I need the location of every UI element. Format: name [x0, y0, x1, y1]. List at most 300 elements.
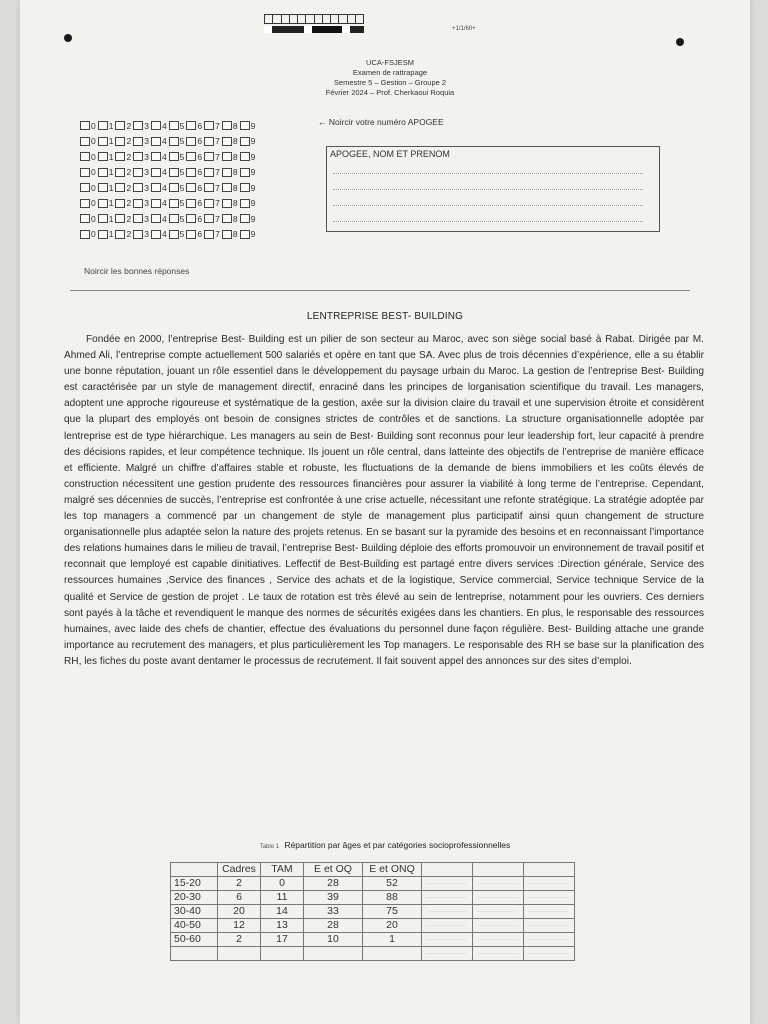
checkbox-icon[interactable] [204, 214, 214, 223]
checkbox-icon[interactable] [98, 214, 108, 223]
divider [70, 290, 690, 291]
blank-fill-cell: ............... [524, 919, 575, 933]
apogee-bubble[interactable] [115, 229, 131, 239]
apogee-bubble[interactable] [133, 152, 149, 162]
header-line: Examen de rattrapage [352, 68, 428, 77]
apogee-bubble[interactable] [240, 198, 256, 208]
checkbox-icon[interactable] [240, 152, 250, 161]
apogee-bubble[interactable] [222, 152, 238, 162]
checkbox-icon[interactable] [240, 199, 250, 208]
checkbox-icon[interactable] [133, 183, 143, 192]
blank-fill-cell: ............... [422, 919, 473, 933]
apogee-bubble[interactable] [115, 167, 131, 177]
checkbox-icon[interactable] [204, 183, 214, 192]
blank-fill-cell: ............... [524, 877, 575, 891]
checkbox-icon[interactable] [169, 152, 179, 161]
apogee-digit-label: 3 [144, 120, 149, 131]
checkbox-icon[interactable] [222, 168, 232, 177]
dotted-line [333, 173, 643, 174]
value-cell [218, 947, 261, 961]
checkbox-icon[interactable] [115, 199, 125, 208]
apogee-digit-label: 5 [179, 167, 185, 178]
apogee-bubble[interactable] [80, 121, 96, 131]
apogee-bubble[interactable] [169, 167, 185, 177]
apogee-bubble[interactable] [186, 183, 202, 193]
checkbox-icon[interactable] [169, 121, 179, 130]
apogee-bubble[interactable] [133, 229, 149, 239]
blank-fill-cell: ............... [473, 891, 524, 905]
apogee-digit-label: 3 [144, 182, 149, 193]
apogee-bubble[interactable] [169, 229, 185, 239]
apogee-digit-label: 0 [91, 167, 96, 178]
apogee-bubble[interactable] [169, 183, 185, 193]
apogee-digit-label: 8 [232, 182, 238, 193]
apogee-digit-label: 4 [161, 136, 167, 147]
apogee-digit-label: 4 [161, 167, 167, 178]
checkbox-icon[interactable] [222, 183, 232, 192]
checkbox-icon[interactable] [186, 230, 196, 239]
apogee-digit-label: 8 [232, 213, 238, 224]
checkbox-icon[interactable] [98, 168, 108, 177]
checkbox-icon[interactable] [115, 168, 125, 177]
table-row [171, 947, 575, 961]
apogee-bubble[interactable] [204, 214, 220, 224]
apogee-digit-label: 3 [144, 136, 149, 147]
apogee-row [80, 165, 257, 181]
apogee-digit-label: 7 [215, 120, 220, 131]
apogee-digit-label: 1 [108, 213, 114, 224]
apogee-row [80, 211, 257, 227]
apogee-digit-label: 6 [197, 136, 203, 147]
apogee-digit-label: 8 [232, 120, 238, 131]
apogee-digit-label: 8 [232, 151, 238, 162]
value-cell: 52 [363, 877, 422, 891]
checkbox-icon[interactable] [240, 168, 250, 177]
value-cell: 2 [218, 877, 261, 891]
apogee-bubble[interactable] [186, 167, 202, 177]
apogee-bubble[interactable] [98, 167, 114, 177]
apogee-bubble[interactable] [240, 152, 256, 162]
checkbox-icon[interactable] [151, 121, 161, 130]
value-cell: 88 [363, 891, 422, 905]
checkbox-icon[interactable] [222, 199, 232, 208]
apogee-digit-label: 7 [215, 136, 220, 147]
apogee-bubble[interactable] [222, 183, 238, 193]
dotted-line [333, 221, 643, 222]
checkbox-icon[interactable] [204, 137, 214, 146]
checkbox-icon[interactable] [204, 152, 214, 161]
apogee-digit-label: 5 [179, 182, 185, 193]
apogee-bubble[interactable] [169, 214, 185, 224]
apogee-digit-label: 7 [215, 182, 220, 193]
checkbox-icon[interactable] [151, 152, 161, 161]
apogee-bubble[interactable] [98, 152, 114, 162]
checkbox-icon[interactable] [133, 230, 143, 239]
value-cell: 39 [304, 891, 363, 905]
checkbox-icon[interactable] [186, 183, 196, 192]
value-cell: 17 [261, 933, 304, 947]
value-cell: 28 [304, 919, 363, 933]
value-cell [363, 947, 422, 961]
checkbox-icon[interactable] [151, 183, 161, 192]
apogee-digit-label: 9 [250, 167, 256, 178]
checkbox-icon[interactable] [222, 137, 232, 146]
apogee-bubble[interactable] [240, 167, 256, 177]
apogee-digit-label: 0 [91, 120, 96, 131]
apogee-bubble[interactable] [115, 136, 131, 146]
blank-fill-cell: ............... [473, 877, 524, 891]
dotted-line [333, 189, 643, 190]
apogee-bubble[interactable] [133, 214, 149, 224]
table-row [171, 877, 575, 891]
apogee-bubble[interactable] [151, 229, 167, 239]
checkbox-icon[interactable] [169, 168, 179, 177]
apogee-bubble[interactable] [240, 183, 256, 193]
apogee-row [80, 118, 257, 134]
blank-fill-cell: ............... [524, 933, 575, 947]
apogee-digit-label: 2 [126, 120, 132, 131]
value-cell: 6 [218, 891, 261, 905]
sheet-code: +1/1/60+ [452, 26, 476, 32]
value-cell [304, 947, 363, 961]
apogee-row [80, 180, 257, 196]
apogee-digit-label: 1 [108, 198, 114, 209]
checkbox-icon[interactable] [80, 137, 90, 146]
apogee-digit-label: 3 [144, 213, 149, 224]
checkbox-icon[interactable] [151, 137, 161, 146]
checkbox-icon[interactable] [115, 121, 125, 130]
apogee-bubble[interactable] [204, 183, 220, 193]
apogee-bubble[interactable] [222, 121, 238, 131]
apogee-bubble[interactable] [222, 229, 238, 239]
apogee-bubble[interactable] [222, 167, 238, 177]
name-box[interactable] [326, 146, 660, 232]
apogee-bubble[interactable] [204, 152, 220, 162]
apogee-digit-label: 6 [197, 167, 203, 178]
value-cell: 20 [218, 905, 261, 919]
apogee-bubble[interactable] [186, 229, 202, 239]
checkbox-icon[interactable] [115, 214, 125, 223]
apogee-bubble[interactable] [151, 198, 167, 208]
apogee-digit-label: 4 [161, 120, 167, 131]
blank-fill-cell: ............... [422, 905, 473, 919]
apogee-bubble[interactable] [98, 198, 114, 208]
checkbox-icon[interactable] [133, 137, 143, 146]
apogee-digit-label: 9 [250, 198, 256, 209]
apogee-digit-label: 1 [108, 182, 114, 193]
table-caption-text: Répartition par âges et par catégories socioprofessionnelles [284, 840, 511, 850]
table-row [171, 891, 575, 905]
checkbox-icon[interactable] [80, 183, 90, 192]
dotted-line [333, 205, 643, 206]
apogee-bubble[interactable] [98, 183, 114, 193]
checkbox-icon[interactable] [169, 183, 179, 192]
checkbox-icon[interactable] [186, 137, 196, 146]
checkbox-icon[interactable] [98, 230, 108, 239]
apogee-digit-label: 1 [108, 120, 114, 131]
apogee-bubble[interactable] [115, 121, 131, 131]
apogee-bubble[interactable] [133, 136, 149, 146]
apogee-bubble[interactable] [115, 152, 131, 162]
apogee-digit-label: 5 [179, 229, 185, 240]
apogee-digit-label: 3 [144, 229, 149, 240]
apogee-bubble[interactable] [151, 121, 167, 131]
table-row [171, 905, 575, 919]
value-cell: 11 [261, 891, 304, 905]
checkbox-icon[interactable] [98, 137, 108, 146]
blank-fill-cell: ............... [473, 905, 524, 919]
apogee-bubble[interactable] [80, 136, 96, 146]
checkbox-icon[interactable] [115, 152, 125, 161]
apogee-digit-label: 6 [197, 229, 203, 240]
checkbox-icon[interactable] [222, 230, 232, 239]
apogee-bubble[interactable] [115, 214, 131, 224]
apogee-bubble[interactable] [186, 214, 202, 224]
checkbox-icon[interactable] [186, 168, 196, 177]
apogee-bubble[interactable] [115, 198, 131, 208]
exam-header [240, 58, 540, 98]
apogee-bubble[interactable] [169, 136, 185, 146]
apogee-bubble[interactable] [204, 121, 220, 131]
value-cell: 2 [218, 933, 261, 947]
apogee-bubble[interactable] [222, 214, 238, 224]
apogee-digit-label: 5 [179, 136, 185, 147]
punch-hole-right [676, 38, 684, 46]
apogee-bubble[interactable] [169, 121, 185, 131]
apogee-digit-label: 8 [232, 167, 238, 178]
apogee-row [80, 227, 257, 243]
apogee-bubble[interactable] [186, 136, 202, 146]
exam-sheet [20, 0, 750, 1024]
apogee-bubble[interactable] [80, 198, 96, 208]
apogee-bubble-grid [80, 118, 257, 242]
apogee-bubble[interactable] [98, 121, 114, 131]
checkbox-icon[interactable] [98, 183, 108, 192]
value-cell: 0 [261, 877, 304, 891]
checkbox-icon[interactable] [240, 121, 250, 130]
checkbox-icon[interactable] [222, 121, 232, 130]
checkbox-icon[interactable] [80, 152, 90, 161]
apogee-digit-label: 3 [144, 198, 149, 209]
age-range-cell: 40-50 [171, 919, 218, 933]
value-cell: 75 [363, 905, 422, 919]
apogee-row [80, 134, 257, 150]
apogee-digit-label: 8 [232, 136, 238, 147]
header-line: UCA-FSJESM [366, 58, 414, 67]
checkbox-icon[interactable] [169, 214, 179, 223]
checkbox-icon[interactable] [186, 121, 196, 130]
checkbox-icon[interactable] [169, 230, 179, 239]
value-cell: 20 [363, 919, 422, 933]
apogee-digit-label: 4 [161, 213, 167, 224]
checkbox-icon[interactable] [80, 121, 90, 130]
table-row [171, 933, 575, 947]
checkbox-icon[interactable] [186, 152, 196, 161]
checkbox-icon[interactable] [133, 152, 143, 161]
value-cell: 14 [261, 905, 304, 919]
apogee-digit-label: 4 [161, 229, 167, 240]
apogee-bubble[interactable] [133, 198, 149, 208]
apogee-digit-label: 2 [126, 182, 132, 193]
checkbox-icon[interactable] [133, 214, 143, 223]
apogee-bubble[interactable] [80, 167, 96, 177]
apogee-digit-label: 5 [179, 198, 185, 209]
apogee-digit-label: 4 [161, 182, 167, 193]
apogee-bubble[interactable] [169, 152, 185, 162]
apogee-digit-label: 0 [91, 198, 96, 209]
apogee-bubble[interactable] [222, 198, 238, 208]
apogee-digit-label: 2 [126, 229, 132, 240]
apogee-bubble[interactable] [151, 214, 167, 224]
checkbox-icon[interactable] [80, 214, 90, 223]
apogee-bubble[interactable] [204, 229, 220, 239]
apogee-bubble[interactable] [186, 198, 202, 208]
apogee-digit-label: 6 [197, 120, 203, 131]
apogee-bubble[interactable] [98, 229, 114, 239]
apogee-digit-label: 9 [250, 136, 256, 147]
answer-instruction: Noircir les bonnes réponses [84, 266, 190, 276]
apogee-bubble[interactable] [240, 229, 256, 239]
checkbox-icon[interactable] [151, 168, 161, 177]
checkbox-icon[interactable] [151, 214, 161, 223]
checkbox-icon[interactable] [169, 137, 179, 146]
apogee-digit-label: 9 [250, 120, 256, 131]
apogee-bubble[interactable] [151, 136, 167, 146]
apogee-bubble[interactable] [133, 183, 149, 193]
checkbox-icon[interactable] [240, 183, 250, 192]
checkbox-icon[interactable] [98, 121, 108, 130]
blank-fill-cell: ............... [524, 905, 575, 919]
age-range-cell: 50-60 [171, 933, 218, 947]
apogee-digit-label: 6 [197, 198, 203, 209]
apogee-bubble[interactable] [186, 152, 202, 162]
apogee-bubble[interactable] [98, 214, 114, 224]
value-cell: 28 [304, 877, 363, 891]
apogee-bubble[interactable] [133, 121, 149, 131]
apogee-bubble[interactable] [240, 136, 256, 146]
checkbox-icon[interactable] [222, 214, 232, 223]
table-header-row [171, 863, 575, 877]
apogee-digit-label: 9 [250, 151, 256, 162]
checkbox-icon[interactable] [222, 152, 232, 161]
checkbox-icon[interactable] [80, 168, 90, 177]
checkbox-icon[interactable] [240, 230, 250, 239]
checkbox-icon[interactable] [98, 152, 108, 161]
checkbox-icon[interactable] [186, 214, 196, 223]
apogee-bubble[interactable] [151, 152, 167, 162]
apogee-digit-label: 0 [91, 151, 96, 162]
apogee-bubble[interactable] [169, 198, 185, 208]
apogee-bubble[interactable] [240, 121, 256, 131]
table-row [171, 919, 575, 933]
apogee-bubble[interactable] [80, 229, 96, 239]
checkbox-icon[interactable] [204, 168, 214, 177]
apogee-digit-label: 3 [144, 167, 149, 178]
checkbox-icon[interactable] [115, 230, 125, 239]
apogee-bubble[interactable] [204, 198, 220, 208]
apogee-bubble[interactable] [80, 152, 96, 162]
apogee-digit-label: 9 [250, 229, 256, 240]
checkbox-icon[interactable] [115, 183, 125, 192]
checkbox-icon[interactable] [80, 230, 90, 239]
value-cell: 33 [304, 905, 363, 919]
checkbox-icon[interactable] [151, 199, 161, 208]
apogee-digit-label: 1 [108, 151, 114, 162]
apogee-digit-label: 2 [126, 167, 132, 178]
apogee-bubble[interactable] [151, 167, 167, 177]
checkbox-icon[interactable] [240, 137, 250, 146]
apogee-bubble[interactable] [151, 183, 167, 193]
apogee-bubble[interactable] [186, 121, 202, 131]
apogee-bubble[interactable] [204, 167, 220, 177]
blank-fill-cell: ............... [422, 947, 473, 961]
apogee-bubble[interactable] [240, 214, 256, 224]
apogee-bubble[interactable] [80, 183, 96, 193]
checkbox-icon[interactable] [80, 199, 90, 208]
apogee-digit-label: 2 [126, 151, 132, 162]
barcode [264, 14, 364, 34]
apogee-bubble[interactable] [80, 214, 96, 224]
value-cell: 1 [363, 933, 422, 947]
apogee-digit-label: 0 [91, 182, 96, 193]
age-range-cell: 20-30 [171, 891, 218, 905]
apogee-digit-label: 5 [179, 213, 185, 224]
blank-fill-cell: ............... [422, 877, 473, 891]
apogee-bubble[interactable] [115, 183, 131, 193]
apogee-bubble[interactable] [222, 136, 238, 146]
age-range-cell [171, 947, 218, 961]
value-cell: 10 [304, 933, 363, 947]
age-range-cell: 30-40 [171, 905, 218, 919]
checkbox-icon[interactable] [169, 199, 179, 208]
blank-fill-cell: ............... [524, 947, 575, 961]
checkbox-icon[interactable] [240, 214, 250, 223]
apogee-digit-label: 6 [197, 151, 203, 162]
checkbox-icon[interactable] [133, 199, 143, 208]
blank-fill-cell: ............... [473, 933, 524, 947]
column-header: Cadres [218, 863, 261, 877]
case-title: LENTREPRISE BEST- BUILDING [306, 311, 464, 322]
header-line: Semestre 5 – Gestion – Groupe 2 [333, 78, 447, 87]
checkbox-icon[interactable] [115, 137, 125, 146]
apogee-digit-label: 4 [161, 198, 167, 209]
value-cell [261, 947, 304, 961]
punch-hole-left [64, 34, 72, 42]
checkbox-icon[interactable] [98, 199, 108, 208]
checkbox-icon[interactable] [151, 230, 161, 239]
checkbox-icon[interactable] [133, 168, 143, 177]
checkbox-icon[interactable] [186, 199, 196, 208]
apogee-row [80, 196, 257, 212]
apogee-bubble[interactable] [204, 136, 220, 146]
column-header [171, 863, 218, 877]
apogee-bubble[interactable] [98, 136, 114, 146]
checkbox-icon[interactable] [133, 121, 143, 130]
apogee-row [80, 149, 257, 165]
value-cell: 12 [218, 919, 261, 933]
age-category-table [170, 862, 575, 961]
apogee-bubble[interactable] [133, 167, 149, 177]
checkbox-icon[interactable] [204, 230, 214, 239]
apogee-digit-label: 0 [91, 213, 96, 224]
apogee-digit-label: 3 [144, 151, 149, 162]
case-body: Fondée en 2000, l’entreprise Best- Building est un pilier de son secteur au Maroc, avec son siège social basé à Rabat. Dirigée par M. Ahmed Ali, l’entreprise compte actuellement 500 salariés et opère en tant que SA. Avec plus de trois décennies d’expérience, elle a su établir une bonne réputation, jouant un rôle essentiel dans le développement du paysage urbain du Maroc. La gestion de l’entreprise Best- Building est caractérisée par un style de management directif, enraciné dans les principes de lorganisation scientifique du travail. Les managers, adoptent une approche rigoureuse et systématique de la gestion, axée sur la division claire du travail et une supervision étroite et considèrent que la plupart des employés ont besoin de consignes strictes de contrôles et de sanctions. La structure organisationnelle adoptée par lentreprise est de type hiérarchique. Les managers au sein de Best- Building sont reconnus pour leur leadership fort, leur capacité à prendre des décisions rapides, et leur compétence technique. Ils jouent un rôle central, dans latteinte des objectifs de l’entreprise de manière efficace et efficiente. Malgré un chiffre d’affaires stable et robuste, les fluctuations de la demande de biens immobiliers et les coûts élevés de construction nécessitent une gestion prudente des ressources financières pour assurer la viabilité à long terme de l’entreprise. Cependant, malgré ses décennies de succès, l’entreprise est confrontée à une crise actuelle, nécessitant une refonte stratégique. La stratégie adoptée par les top managers a commencé par un changement de style de management plus participatif ainsi quun changement de structure organisationnelle plus adaptée selon la nature des projets retenus. En se basant sur la pyramide des besoins et en reconnaissant l’importance des relations humaines dans le milieu de travail, l’entreprise Best- Building déploie des efforts promouvoir un environnement de travail positif et reconnait que lemployé est capable dinitiatives. Leffectif de Best-Building est partagé entre divers services :Direction générale, Service des ressources humaines ,Service des finances , Service des achats et de la logistique, Service commercial, Service technique Service de la qualité et Service de gestion de projet . Le taux de rotation est très élevé au sein de lentreprise, notamment pour les ouvriers. Ces derniers sont payés à la tâche et revendiquent le manque des normes de sécurités exigées dans les chantiers. En plus, le responsable des ressources humaines, avec laide des chefs de chantier, effectue des évaluations du personnel dune façon régulière. Best- Building attache une grande importance au recrutement des managers, et plus particulièrement les Top managers. Le responsable des RH se base sur la planification des RH, les fiches du poste avant dentamer le processus de recrutement. Il fait souvent appel des annonces sur des sites d’emploi. [64, 334, 704, 667]
apogee-digit-label: 7 [215, 213, 220, 224]
apogee-digit-label: 7 [215, 167, 220, 178]
apogee-digit-label: 7 [215, 229, 220, 240]
checkbox-icon[interactable] [204, 199, 214, 208]
checkbox-icon[interactable] [204, 121, 214, 130]
